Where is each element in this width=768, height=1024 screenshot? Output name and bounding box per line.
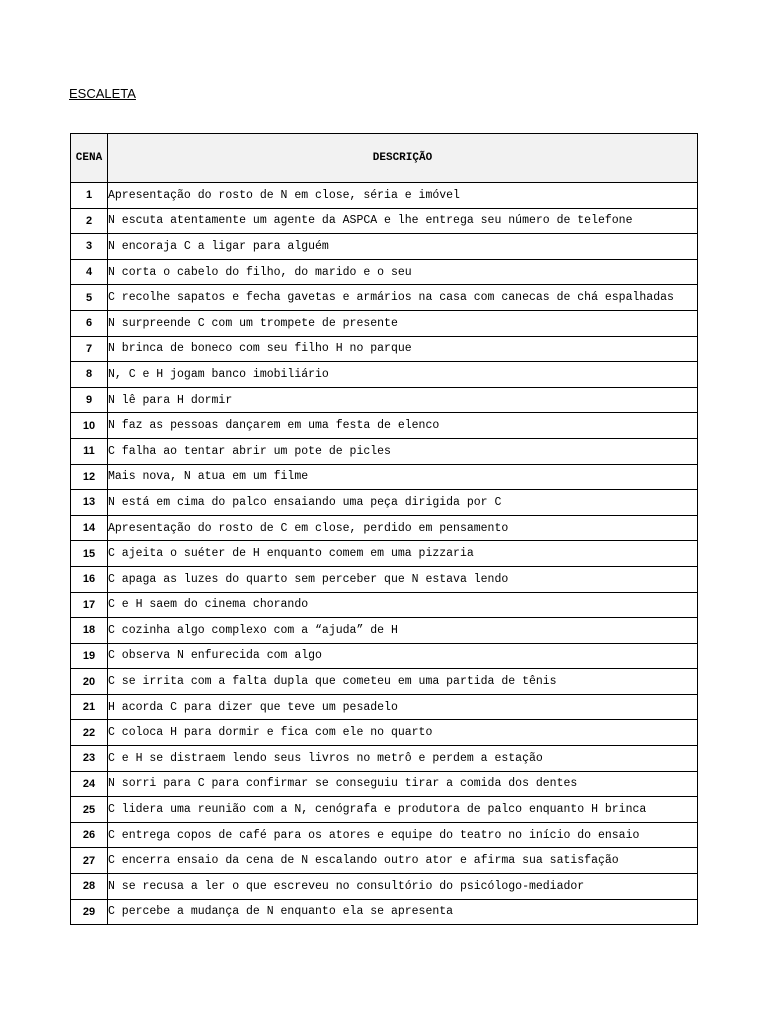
scene-description: C cozinha algo complexo com a “ajuda” de H bbox=[108, 618, 698, 644]
table-row bbox=[71, 259, 698, 285]
scene-description: N está em cima do palco ensaiando uma peça dirigida por C bbox=[108, 490, 698, 516]
scene-description: C apaga as luzes do quarto sem perceber que N estava lendo bbox=[108, 566, 698, 592]
table-row bbox=[71, 899, 698, 925]
table-row bbox=[71, 234, 698, 260]
scene-number: 11 bbox=[71, 438, 108, 464]
scene-description: N corta o cabelo do filho, do marido e o seu bbox=[108, 259, 698, 285]
scene-number: 23 bbox=[71, 746, 108, 772]
scene-table bbox=[70, 133, 698, 925]
table-row bbox=[71, 490, 698, 516]
table-row bbox=[71, 541, 698, 567]
scene-description: N sorri para C para confirmar se conseguiu tirar a comida dos dentes bbox=[108, 771, 698, 797]
scene-number: 24 bbox=[71, 771, 108, 797]
scene-number: 5 bbox=[71, 285, 108, 311]
table-row bbox=[71, 848, 698, 874]
scene-description: N brinca de boneco com seu filho H no parque bbox=[108, 336, 698, 362]
scene-number: 28 bbox=[71, 874, 108, 900]
table-row bbox=[71, 643, 698, 669]
table-row bbox=[71, 566, 698, 592]
scene-number: 16 bbox=[71, 566, 108, 592]
scene-description: C ajeita o suéter de H enquanto comem em uma pizzaria bbox=[108, 541, 698, 567]
scene-number: 26 bbox=[71, 822, 108, 848]
scene-number: 10 bbox=[71, 413, 108, 439]
scene-number: 7 bbox=[71, 336, 108, 362]
scene-number: 25 bbox=[71, 797, 108, 823]
scene-description: C falha ao tentar abrir um pote de picles bbox=[108, 438, 698, 464]
scene-description: Apresentação do rosto de N em close, séria e imóvel bbox=[108, 183, 698, 209]
table-row bbox=[71, 413, 698, 439]
scene-number: 12 bbox=[71, 464, 108, 490]
scene-number: 17 bbox=[71, 592, 108, 618]
table-row bbox=[71, 464, 698, 490]
scene-description: C se irrita com a falta dupla que cometeu em uma partida de tênis bbox=[108, 669, 698, 695]
table-row bbox=[71, 746, 698, 772]
scene-number: 27 bbox=[71, 848, 108, 874]
table-row bbox=[71, 797, 698, 823]
scene-description: H acorda C para dizer que teve um pesadelo bbox=[108, 694, 698, 720]
scene-description: C recolhe sapatos e fecha gavetas e armários na casa com canecas de chá espalhadas bbox=[108, 285, 698, 311]
scene-number: 21 bbox=[71, 694, 108, 720]
scene-number: 20 bbox=[71, 669, 108, 695]
scene-description: C percebe a mudança de N enquanto ela se apresenta bbox=[108, 899, 698, 925]
table-row bbox=[71, 618, 698, 644]
scene-description: C observa N enfurecida com algo bbox=[108, 643, 698, 669]
scene-number: 29 bbox=[71, 899, 108, 925]
table-row bbox=[71, 592, 698, 618]
scene-description: Mais nova, N atua em um filme bbox=[108, 464, 698, 490]
table-row bbox=[71, 285, 698, 311]
scene-number: 3 bbox=[71, 234, 108, 260]
scene-number: 13 bbox=[71, 490, 108, 516]
table-header-row bbox=[71, 134, 698, 183]
scene-number: 1 bbox=[71, 183, 108, 209]
scene-description: C e H se distraem lendo seus livros no metrô e perdem a estação bbox=[108, 746, 698, 772]
table-row bbox=[71, 310, 698, 336]
scene-number: 4 bbox=[71, 259, 108, 285]
scene-number: 6 bbox=[71, 310, 108, 336]
scene-description: C entrega copos de café para os atores e equipe do teatro no início do ensaio bbox=[108, 822, 698, 848]
scene-number: 14 bbox=[71, 515, 108, 541]
scene-description: C lidera uma reunião com a N, cenógrafa e produtora de palco enquanto H brinca bbox=[108, 797, 698, 823]
table-row bbox=[71, 720, 698, 746]
page-title: ESCALETA bbox=[69, 86, 136, 101]
table-row bbox=[71, 874, 698, 900]
scene-number: 19 bbox=[71, 643, 108, 669]
scene-description: Apresentação do rosto de C em close, perdido em pensamento bbox=[108, 515, 698, 541]
scene-description: N surpreende C com um trompete de presente bbox=[108, 310, 698, 336]
table-row bbox=[71, 822, 698, 848]
scene-number: 8 bbox=[71, 362, 108, 388]
scene-number: 22 bbox=[71, 720, 108, 746]
scene-number: 18 bbox=[71, 618, 108, 644]
scene-description: C encerra ensaio da cena de N escalando outro ator e afirma sua satisfação bbox=[108, 848, 698, 874]
scene-description: N se recusa a ler o que escreveu no consultório do psicólogo-mediador bbox=[108, 874, 698, 900]
scene-description: N escuta atentamente um agente da ASPCA e lhe entrega seu número de telefone bbox=[108, 208, 698, 234]
table-row bbox=[71, 669, 698, 695]
scene-description: N faz as pessoas dançarem em uma festa de elenco bbox=[108, 413, 698, 439]
scene-number: 2 bbox=[71, 208, 108, 234]
table-row bbox=[71, 208, 698, 234]
scene-number: 15 bbox=[71, 541, 108, 567]
table-row bbox=[71, 387, 698, 413]
column-header-cena: CENA bbox=[71, 134, 108, 183]
scene-description: N encoraja C a ligar para alguém bbox=[108, 234, 698, 260]
scene-description: C e H saem do cinema chorando bbox=[108, 592, 698, 618]
table-row bbox=[71, 515, 698, 541]
table-row bbox=[71, 438, 698, 464]
table-row bbox=[71, 771, 698, 797]
table-row bbox=[71, 694, 698, 720]
table-row bbox=[71, 183, 698, 209]
scene-description: N lê para H dormir bbox=[108, 387, 698, 413]
scene-description: N, C e H jogam banco imobiliário bbox=[108, 362, 698, 388]
scene-description: C coloca H para dormir e fica com ele no quarto bbox=[108, 720, 698, 746]
column-header-descricao: DESCRIÇÃO bbox=[108, 134, 698, 183]
scene-number: 9 bbox=[71, 387, 108, 413]
table-row bbox=[71, 336, 698, 362]
table-row bbox=[71, 362, 698, 388]
